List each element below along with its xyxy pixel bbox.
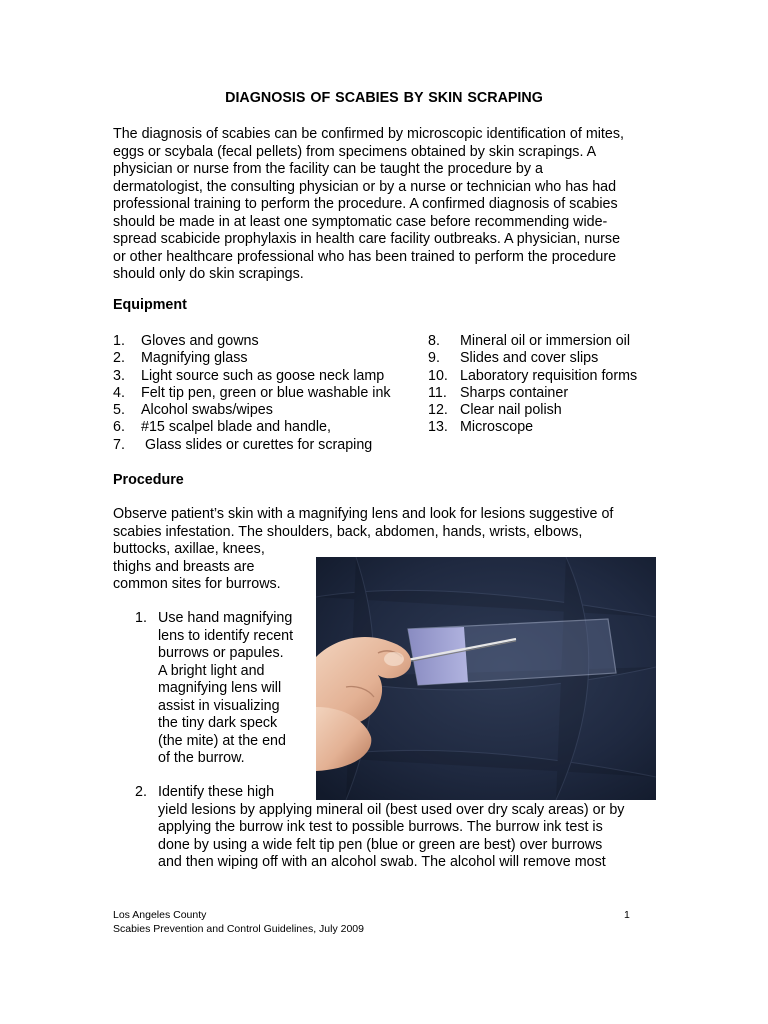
equipment-item: [428, 385, 637, 402]
equipment-item-number: 8.: [428, 333, 440, 349]
equipment-item: [113, 350, 391, 367]
equipment-item-number: 7.: [113, 436, 125, 453]
equipment-item-label: Glass slides or curettes for scraping: [141, 436, 373, 453]
text-line: Observe patient’s skin with a magnifying lens and look for lesions suggestive of: [113, 506, 614, 522]
document-title: DIAGNOSIS OF SCABIES BY SKIN SCRAPING: [225, 90, 543, 106]
text-line: should only do skin scrapings.: [113, 266, 304, 282]
equipment-item-number: 4.: [113, 384, 125, 401]
equipment-item-number: 11.: [428, 384, 447, 401]
equipment-item-label: Felt tip pen, green or blue washable ink: [141, 384, 391, 401]
text-line: magnifying lens will: [158, 680, 282, 696]
equipment-item: [113, 385, 391, 402]
text-line: spread scabicide prophylaxis in health care facility outbreaks. A physician, nurse: [113, 231, 621, 247]
text-line: physician or nurse from the facility can be taught the procedure by a: [113, 161, 543, 177]
equipment-item-label: Sharps container: [460, 384, 569, 401]
equipment-item-label: Alcohol swabs/wipes: [141, 402, 273, 419]
intro-paragraph: [113, 126, 653, 284]
text-line: eggs or scybala (fecal pellets) from specimens obtained by skin scrapings. A: [113, 143, 597, 160]
equipment-item-label: Laboratory requisition forms: [460, 367, 638, 384]
skin-scraping-photo: [316, 557, 656, 800]
equipment-item-label: Gloves and gowns: [141, 333, 259, 349]
step-text: [158, 610, 293, 768]
step-number: 1.: [135, 610, 147, 626]
equipment-item-number: 10.: [428, 367, 448, 384]
equipment-item-label: Mineral oil or immersion oil: [460, 333, 631, 349]
equipment-list-right: [428, 333, 637, 437]
text-line: of the burrow.: [158, 750, 245, 766]
text-line: should be made in at least one symptomatic case before recommending wide-: [113, 213, 608, 230]
footer: [113, 908, 364, 936]
footer-organization: Los Angeles County: [113, 909, 207, 921]
text-line: common sites for burrows.: [113, 576, 281, 592]
equipment-item-number: 5.: [113, 402, 125, 419]
text-line: A bright light and: [158, 662, 265, 679]
equipment-item-number: 13.: [428, 419, 448, 436]
equipment-item-number: 6.: [113, 419, 125, 436]
text-line: or other healthcare professional who has been trained to perform the procedure: [113, 248, 617, 265]
equipment-list-left: [113, 333, 391, 454]
text-line: The diagnosis of scabies can be confirmed by microscopic identification of mites,: [113, 126, 624, 142]
equipment-item-label: Light source such as goose neck lamp: [141, 367, 385, 384]
text-line: lens to identify recent: [158, 627, 294, 644]
footer-document-name: Scabies Prevention and Control Guidelines, July 2009: [113, 923, 364, 935]
equipment-item: [428, 368, 637, 385]
text-line: and then wiping off with an alcohol swab. The alcohol will remove most: [158, 854, 606, 870]
equipment-item-label: Clear nail polish: [460, 402, 562, 419]
equipment-item: [113, 368, 391, 385]
text-line: thighs and breasts are: [113, 558, 255, 575]
equipment-item: [113, 419, 391, 436]
text-line: yield lesions by applying mineral oil (best used over dry scaly areas) or by: [158, 801, 625, 818]
step-number: 2.: [135, 784, 147, 800]
text-line: done by using a wide felt tip pen (blue or green are best) over burrows: [158, 836, 603, 853]
text-line: professional training to perform the procedure. A confirmed diagnosis of scabies: [113, 196, 618, 212]
equipment-item: [428, 419, 637, 436]
equipment-item-label: #15 scalpel blade and handle,: [141, 419, 331, 436]
equipment-item-label: Slides and cover slips: [460, 350, 599, 367]
equipment-item-number: 9.: [428, 350, 440, 367]
page-number: 1: [624, 909, 630, 921]
equipment-item-number: 2.: [113, 350, 125, 367]
text-line: Use hand magnifying: [158, 610, 293, 626]
equipment-item: [428, 333, 637, 350]
text-line: Identify these high: [158, 784, 275, 800]
text-line: assist in visualizing: [158, 697, 280, 714]
text-line: scabies infestation. The shoulders, back, abdomen, hands, wrists, elbows,: [113, 523, 583, 540]
equipment-item-number: 1.: [113, 333, 125, 349]
equipment-item: [113, 402, 391, 419]
equipment-item-number: 3.: [113, 367, 125, 384]
text-line: buttocks, axillae, knees,: [113, 541, 265, 557]
equipment-item-label: Magnifying glass: [141, 350, 248, 367]
equipment-heading: Equipment: [113, 297, 187, 313]
text-line: burrows or papules.: [158, 645, 284, 661]
text-line: (the mite) at the end: [158, 732, 286, 749]
equipment-item: [428, 350, 637, 367]
text-line: the tiny dark speck: [158, 715, 278, 731]
equipment-item: [113, 437, 391, 454]
equipment-item-number: 12.: [428, 402, 448, 419]
equipment-item: [428, 402, 637, 419]
text-line: applying the burrow ink test to possible burrows. The burrow ink test is: [158, 819, 603, 835]
equipment-item-label: Microscope: [460, 419, 534, 436]
procedure-heading: Procedure: [113, 472, 184, 488]
text-line: dermatologist, the consulting physician or by a nurse or technician who has had: [113, 178, 617, 195]
equipment-item: [113, 333, 391, 350]
